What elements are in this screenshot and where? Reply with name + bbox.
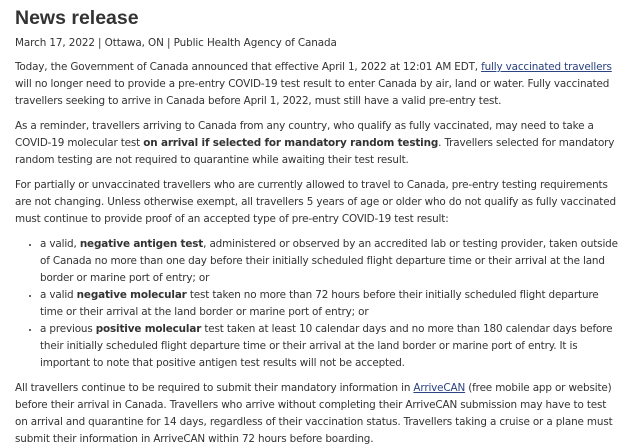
list-item-bold-text: positive molecular [95, 323, 202, 335]
paragraph-text: As a reminder, travellers arriving to Canada from any country, who qualify as fully vaccinated, may need to take a COVID-19 molecular test [15, 120, 594, 149]
paragraph-text: All travellers continue to be required to submit their mandatory information in [15, 382, 414, 394]
release-location: Ottawa, ON [104, 37, 164, 49]
paragraph-bold-text: on arrival if selected for mandatory random testing [143, 137, 439, 149]
list-item-text: a valid, [40, 238, 80, 250]
list-item [40, 236, 618, 287]
paragraph-unvaccinated: For partially or unvaccinated travellers who are currently allowed to travel to Canada, pre-entry testing requirements are not changing. Unless otherwise exempt, all travellers 5 years of age or older who do not qualify as fully vaccinated must continue to provide proof of an accepted type of pre-entry COVID-19 test result: [15, 179, 616, 225]
paragraph-text: (free mobile app or website) before their arrival in Canada. Travellers who arrive without completing their ArriveCAN submission may have to test on arrival and quarantine for 14 days, regardless of their vaccination status. Travellers taking a cruise or a plane must submit their information in ArriveCAN within 72 hours before boarding. [15, 382, 613, 445]
release-meta [15, 36, 618, 50]
page-title: News release [15, 7, 139, 29]
list-item-text: test taken at least 10 calendar days and no more than 180 calendar days before their initially scheduled flight departure time or their arrival at the land border or marine port of entry. It is important to note that positive antigen test results will not be accepted. [40, 323, 613, 369]
list-item-bold-text: negative molecular [76, 289, 187, 301]
meta-separator: | [94, 37, 105, 49]
release-date: March 17, 2022 [15, 37, 95, 49]
fully-vaccinated-travellers-link[interactable]: fully vaccinated travellers [481, 61, 612, 73]
list-item-text: , administered or observed by an accredited lab or testing provider, taken outside of Canada no more than one day before their initially scheduled flight departure time or their arrival at the land border or marine port of entry; or [40, 238, 618, 284]
list-item-bold-text: negative antigen test [79, 238, 204, 250]
release-agency: Public Health Agency of Canada [173, 37, 337, 49]
paragraph-random-testing [15, 118, 618, 169]
paragraph-text: . Travellers selected for mandatory random testing are not required to quarantine while awaiting their test result. [15, 137, 615, 166]
meta-separator: | [163, 37, 174, 49]
paragraph-text: Today, the Government of Canada announced that effective April 1, 2022 at 12:01 AM EDT, [15, 61, 482, 73]
arrivecan-link[interactable]: ArriveCAN [413, 382, 466, 394]
paragraph-text: will no longer need to provide a pre-entry COVID-19 test result to enter Canada by air, land or water. Fully vaccinated travellers seeking to arrive in Canada before April 1, 2022, must still have a valid pre-entry test. [15, 78, 610, 107]
paragraph-announcement [15, 59, 618, 110]
list-item [40, 321, 618, 372]
paragraph-arrivecan [15, 380, 618, 448]
list-item [40, 287, 618, 321]
accepted-tests-list [15, 236, 618, 372]
list-item-text: a previous [40, 323, 96, 335]
list-item-text: a valid [40, 289, 77, 301]
list-item-text: test taken no more than 72 hours before their initially scheduled flight departure time or their arrival at the land border or marine port of entry; or [40, 289, 599, 318]
